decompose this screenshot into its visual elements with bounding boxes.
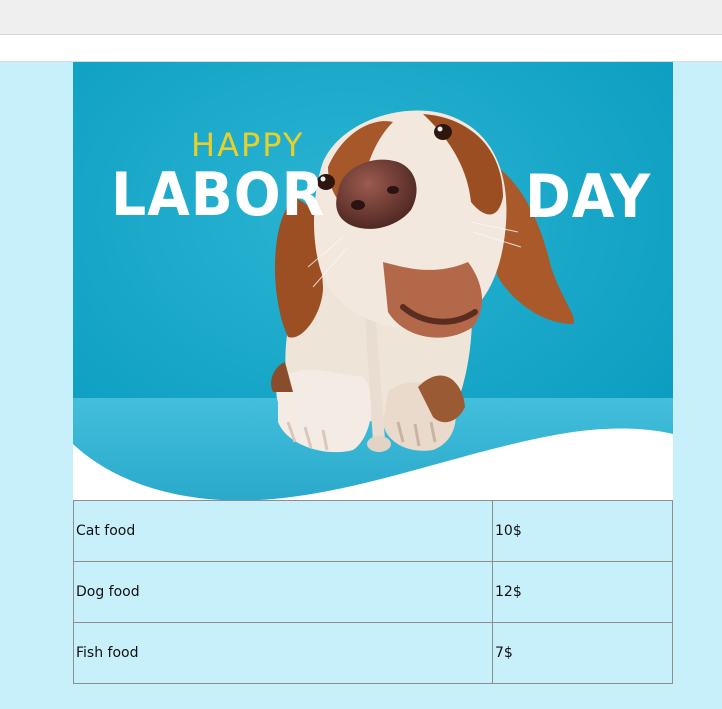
banner-illustration — [73, 62, 673, 500]
browser-tab-bar — [0, 0, 722, 35]
table-row — [74, 501, 673, 562]
email-content — [73, 62, 673, 684]
product-price-cell: 10$ — [493, 501, 673, 562]
banner-happy-text: HAPPY — [191, 126, 305, 164]
labor-day-banner — [73, 62, 673, 500]
product-price-table — [73, 500, 673, 684]
product-name-cell: Fish food — [74, 623, 493, 684]
table-row — [74, 623, 673, 684]
product-price-cell: 12$ — [493, 562, 673, 623]
product-name-cell: Cat food — [74, 501, 493, 562]
table-row — [74, 562, 673, 623]
banner-day-text: DAY — [525, 162, 651, 232]
browser-toolbar — [0, 35, 722, 62]
banner-labor-text: LABOR — [111, 160, 326, 230]
product-name-cell: Dog food — [74, 562, 493, 623]
product-price-cell: 7$ — [493, 623, 673, 684]
